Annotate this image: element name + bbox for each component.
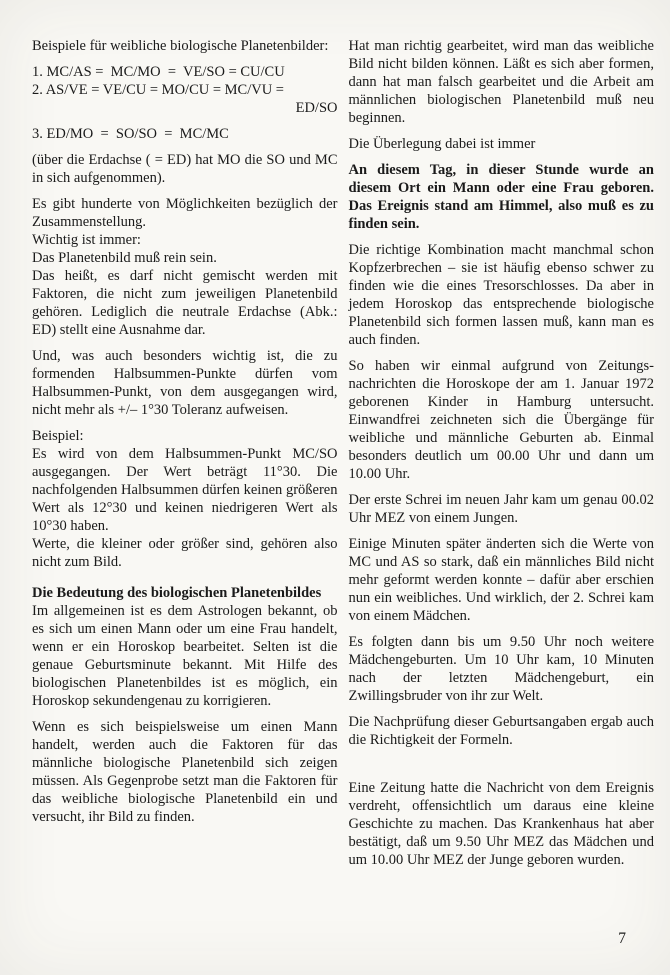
paragraph: Eine Zeitung hatte die Nachricht von dem Ereignis verdreht, offensichtlich um daraus eine kleine Geschichte zu machen. Das Krankenhaus hat aber bestätigt, daß um 9.50 Uhr MEZ das Mädchen und um 10.00 Uhr MEZ der Junge geboren wurden. xyxy=(348,780,654,868)
section-heading: Die Bedeutung des biologischen Planetenbildes xyxy=(32,585,322,601)
formula-list-item: 1. MC/AS = MC/MO = VE/SO = CU/CU xyxy=(32,64,285,80)
paragraph: Der erste Schrei im neuen Jahr kam um genau 00.02 Uhr MEZ von einem Jungen. xyxy=(348,492,654,526)
emphasized-paragraph: An diesem Tag, in dieser Stunde wurde an diesem Ort ein Mann oder eine Frau geboren. Das Ereignis stand am Himmel, also muß es zu finden sein. xyxy=(348,162,654,232)
right-column xyxy=(349,37,655,869)
paragraph: Beispiel: xyxy=(32,428,84,444)
formula-list-item: 2. AS/VE = VE/CU = MO/CU = MC/VU = ED/SO xyxy=(32,82,338,116)
paragraph: Werte, die kleiner oder größer sind, gehören also nicht zum Bild. xyxy=(32,536,338,570)
paragraph: Es folgten dann bis um 9.50 Uhr noch weitere Mädchengeburten. Um 10 Uhr kam, 10 Minuten nach der letzten Mädchengeburt, ein Zwillingsbruder von ihr zur Welt. xyxy=(348,634,654,704)
paragraph: Und, was auch besonders wichtig ist, die zu formenden Halbsummen-Punkte dürfen vom Halbsummen-Punkt, von dem ausgegangen wird, nicht mehr als +/– 1°30 Toleranz aufweisen. xyxy=(32,348,338,418)
paragraph: Das heißt, es darf nicht gemischt werden mit Faktoren, die nicht zum jeweiligen Planetenbild gehören. Lediglich die neutrale Erdachse (Abk.: ED) stellt eine Ausnahme dar. xyxy=(32,268,338,338)
formula-continuation: ED/SO xyxy=(295,100,338,116)
paragraph: Das Planetenbild muß rein sein. xyxy=(32,250,217,266)
formula-list-item: 3. ED/MO = SO/SO = MC/MC xyxy=(32,126,229,142)
paragraph: Wenn es sich beispielsweise um einen Mann handelt, werden auch die Faktoren für das männliche biologische Planetenbild sich zeigen müssen. Als Gegenprobe setzt man die Faktoren für das weibliche biologische Planetenbild ein und versucht, ihr Bild zu finden. xyxy=(32,719,338,825)
paragraph: Wichtig ist immer: xyxy=(32,232,141,248)
page-number: 7 xyxy=(618,930,626,947)
paragraph: (über die Erdachse ( = ED) hat MO die SO und MC in sich aufgenommen). xyxy=(32,152,338,186)
paragraph: Hat man richtig gearbeitet, wird man das weibliche Bild nicht bilden können. Läßt es sich aber formen, dann hat man falsch gearbeitet und die Arbeit am männlichen biologischen Planetenbild muß neu beginnen. xyxy=(348,38,654,126)
paragraph: Beispiele für weibliche biologische Planetenbilder: xyxy=(32,38,329,54)
paragraph: Im allgemeinen ist es dem Astrologen bekannt, ob es sich um einen Mann oder um eine Frau handelt, wenn er ein Horoskop bearbeitet. Selten ist die genaue Geburtsminute bekannt. Mit Hilfe des biologischen Planetenbildes ist es möglich, ein Horoskop sekundengenau zu korrigieren. xyxy=(32,603,338,709)
paragraph: Es wird von dem Halbsummen-Punkt MC/SO ausgegangen. Der Wert beträgt 11°30. Die nachfolgenden Halbsummen dürfen keinen größeren Wert als 12°30 und keinen niedrigeren Wert als 10°30 haben. xyxy=(32,446,338,534)
paragraph: Einige Minuten später änderten sich die Werte von MC und AS so stark, daß ein männliches Bild nicht mehr geformt werden konnte – dafür aber erschien nun ein weibliches. Und wirklich, der 2. Schrei kam von einem Mädchen. xyxy=(348,536,654,624)
paragraph: So haben wir einmal aufgrund von Zeitungsnachrichten die Horoskope der am 1. Januar 1972 geborenen Kinder in Hamburg untersucht. Einwandfrei zeichneten sich die Übergänge für weibliche und männliche Geburten ab. Einmal besonders deutlich um 00.00 Uhr und dann um 10.00 Uhr. xyxy=(348,358,654,482)
left-column xyxy=(32,37,338,869)
paragraph: Es gibt hunderte von Möglichkeiten bezüglich der Zusammenstellung. xyxy=(32,196,338,230)
paragraph: Die richtige Kombination macht manchmal schon Kopfzerbrechen – sie ist häufig ebenso schwer zu finden wie die eines Tresorschlosses. Da aber in jedem Horoskop das entsprechende biologische Planetenbild sich formen lassen muß, kann man es auch finden. xyxy=(348,242,654,348)
paragraph: Die Nachprüfung dieser Geburtsangaben ergab auch die Richtigkeit der Formeln. xyxy=(348,714,654,748)
paragraph: Die Überlegung dabei ist immer xyxy=(348,136,536,152)
